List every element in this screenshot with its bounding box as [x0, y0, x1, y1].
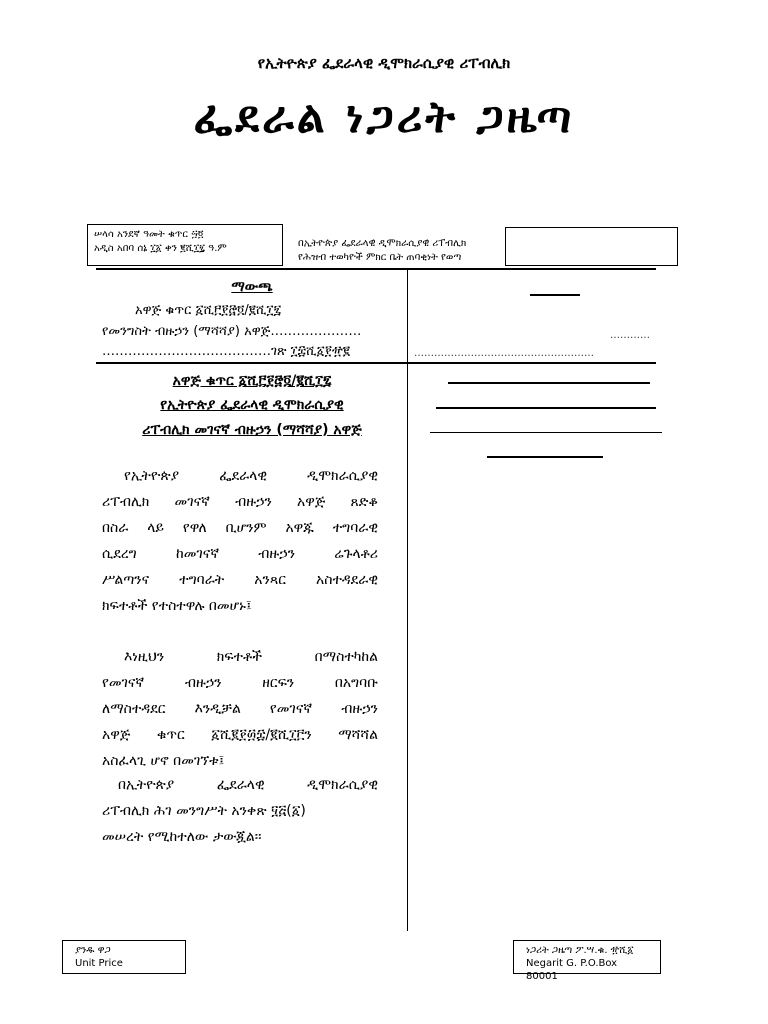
proclamation-title-line2: ሪፐብሊክ መገናኛ ብዙኃን (ማሻሻያ) አዋጅ — [142, 422, 362, 438]
para2-line: እነዚህን ክፍተቶች በማስተካከል — [124, 649, 378, 665]
republic-title: የኢትዮጵያ ፌደራላዊ ዲሞክራሲያዊ ሪፐብሊክ — [257, 54, 511, 72]
right-title-rule-3 — [430, 432, 662, 433]
contents-title: ማውጫ — [231, 279, 273, 295]
right-title-rule-1 — [448, 382, 650, 384]
para2-line: አዋጅ ቁጥር ፩ሺ፪፻፴፰/፪ሺ፲፫ን ማሻሻል — [102, 727, 378, 743]
column-divider — [407, 269, 408, 931]
para3-line: ሪፐብሊክ ሕገ መንግሥት አንቀጽ ፶፭(፩) — [102, 803, 306, 819]
unit-price-english: Unit Price — [75, 958, 123, 969]
contents-divider — [96, 362, 656, 364]
right-title-rule-4 — [487, 456, 603, 458]
pobox-english: Negarit G. P.O.Box 80001 — [526, 958, 618, 982]
toc-page-number: …………………………………ገጽ ፲፰ሺ፩፻፹፪ — [102, 344, 350, 359]
right-title-rule-2 — [436, 407, 656, 409]
pobox-box — [513, 940, 661, 982]
proclamation-number: አዋጅ ቁጥር ፩ሺ፫፻፸፬/፪ሺ፲፯ — [172, 373, 332, 389]
para2-line: የመገናኛ ብዙኃን ዘርፍን በአግባቡ — [102, 675, 378, 691]
blank-box — [505, 227, 678, 266]
issue-place-date: አዲስ አበባ ሰኔ ፲፩ ቀን ፪ሺ፲፯ ዓ.ም — [94, 243, 227, 254]
para1-line: የኢትዮጵያ ፌደራላዊ ዲሞክራሲያዊ — [124, 468, 378, 484]
unit-price-amharic: ያንዱ ዋጋ — [75, 945, 111, 956]
issue-info-box — [87, 224, 283, 266]
para1-line: ሲደረግ ከመገናኛ ብዙኃን ሬጉላቶሪ — [102, 546, 378, 562]
proclamation-title-line1: የኢትዮጵያ ፌደራላዊ ዲሞክራሲያዊ — [160, 397, 344, 413]
publisher-line1: በኢትዮጵያ ፌደራላዊ ዲሞክራሲያዊ ሪፐብሊክ — [298, 238, 467, 249]
right-dots-long: ……………………………………………… — [414, 348, 594, 359]
toc-proclamation-title: የመንግስት ብዙኃን (ማሻሻያ) አዋጅ………………… — [102, 324, 362, 339]
header-divider — [96, 268, 656, 270]
issue-year-number: ሠላሳ አንደኛ ዓመት ቁጥር ፵፬ — [94, 229, 204, 240]
para3-line: መሠረት የሚከተለው ታውጇል፡፡ — [102, 829, 262, 845]
para2-line: አስፈላጊ ሆኖ በመገኘቱ፤ — [102, 753, 225, 769]
para1-line: ሪፐብሊክ መገናኛ ብዙኃን አዋጅ ጸድቆ — [102, 494, 378, 510]
para1-line: ሥልጣንና ተግባራት አንጻር አስተዳደራዊ — [102, 572, 378, 588]
enactment-paragraph — [102, 772, 378, 850]
para2-line: ለማስተዳደር እንዲቻል የመገናኛ ብዙኃን — [102, 701, 378, 717]
para1-line: በስራ ላይ የዋለ ቢሆንም አዋጁ ተግባራዊ — [102, 520, 378, 536]
gazette-title: ፌደራል ነጋሪት ጋዜጣ — [193, 92, 575, 143]
preamble-paragraph-1 — [102, 463, 378, 619]
pobox-amharic: ነጋሪት ጋዜጣ ፖ.ሣ.ቁ. ፹ሺ፩ — [526, 945, 634, 956]
toc-proclamation-number: አዋጅ ቁጥር ፩ሺ፫፻፸፬/፪ሺ፲፯ — [135, 303, 282, 318]
publisher-note — [298, 237, 503, 265]
para3-line: በኢትዮጵያ ፌደራላዊ ዲሞክራሲያዊ — [118, 777, 378, 793]
unit-price-box — [62, 940, 186, 974]
right-dots-short: ………… — [610, 330, 650, 341]
para1-line: ክፍተቶች የተስተዋሉ በመሆኑ፤ — [102, 598, 252, 614]
publisher-line2: የሕዝብ ተወካዮች ምክር ቤት ጠባቂነት የወጣ — [298, 252, 462, 263]
preamble-paragraph-2 — [102, 644, 378, 774]
right-contents-rule — [530, 294, 580, 296]
